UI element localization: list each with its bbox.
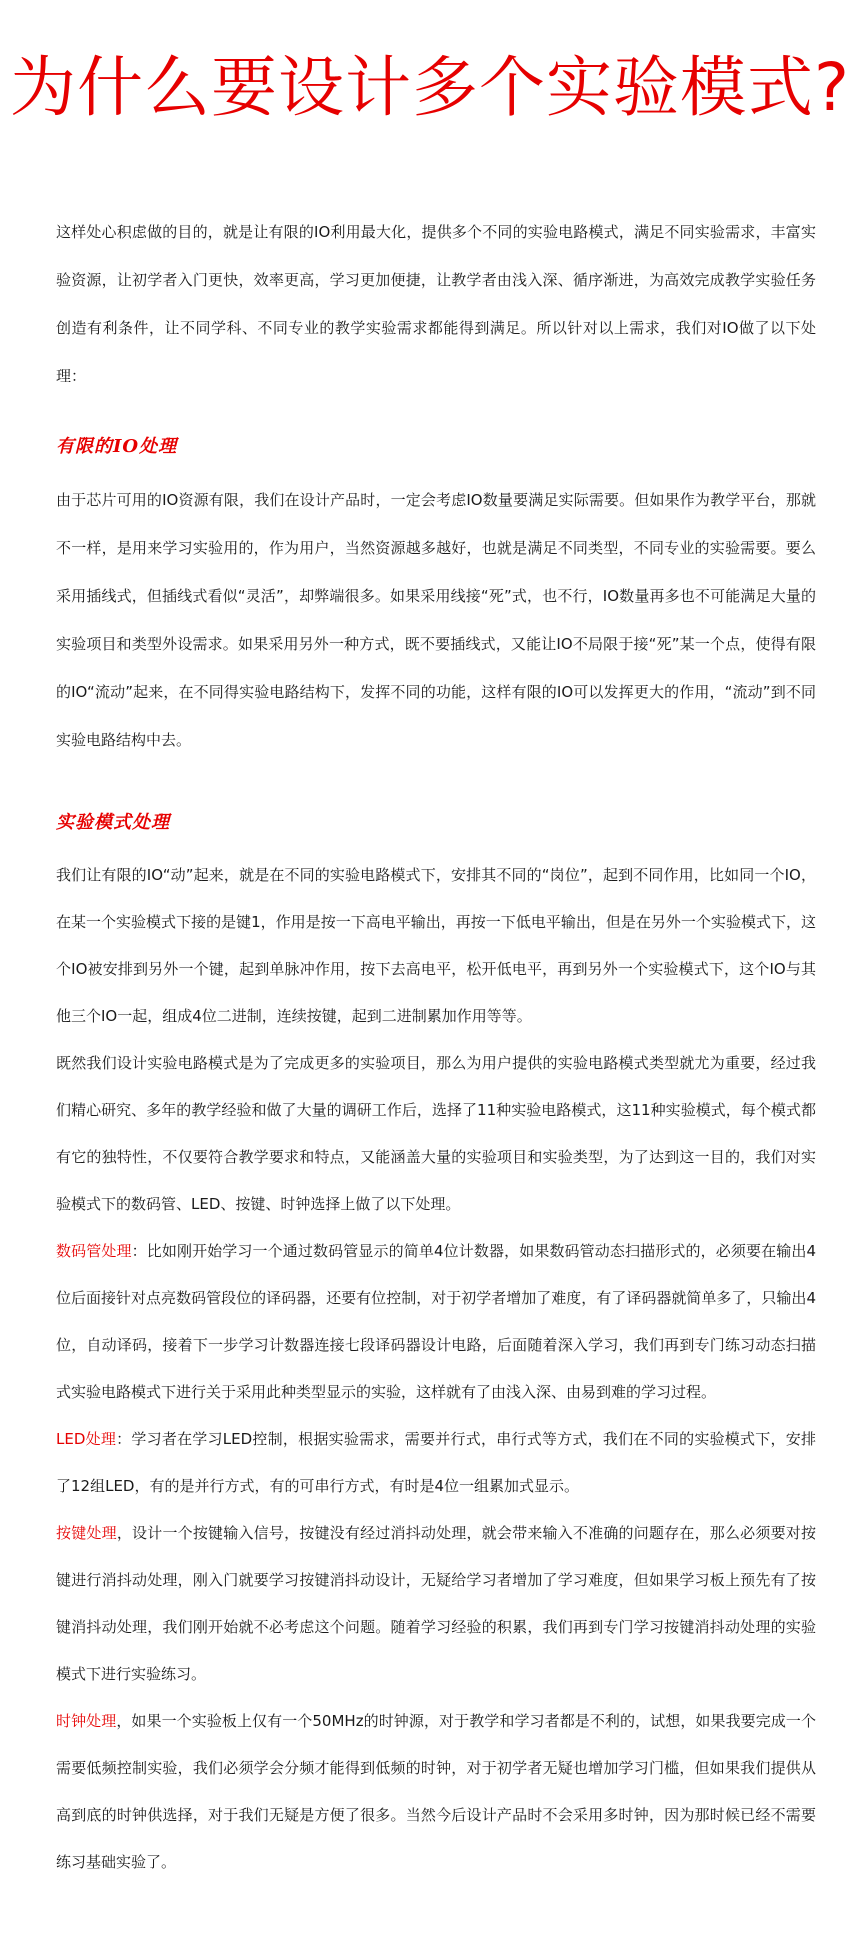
item-label: 时钟处理 [56,1712,117,1730]
section-heading: 有限的IO处理 [56,436,178,457]
section-experiment-modes [56,810,816,1886]
key-paragraph [56,1510,816,1698]
intro-paragraph: 这样处心积虑做的目的，就是让有限的IO利用最大化，提供多个不同的实验电路模式，满足不同实验需求，丰富实验资源，让初学者入门更快，效率更高，学习更加便捷，让教学者由浅入深、循序渐进，为高效完成教学实验任务创造有利条件，让不同学科、不同专业的教学实验需求都能得到满足。所以针对以上需求，我们对IO做了以下处理： [56,223,816,385]
item-text: ，设计一个按键输入信号，按键没有经过消抖动处理，就会带来输入不准确的问题存在，那么必须要对按键进行消抖动处理，刚入门就要学习按键消抖动设计，无疑给学习者增加了学习难度，但如果学习板上预先有了按键消抖动处理，我们刚开始就不必考虑这个问题。随着学习经验的积累，我们再到专门学习按键消抖动处理的实验模式下进行实验练习。 [56,1524,816,1683]
item-text: ：学习者在学习LED控制，根据实验需求，需要并行式，串行式等方式，我们在不同的实验模式下，安排了12组LED，有的是并行方式，有的可串行方式，有时是4位一组累加式显示。 [56,1430,817,1495]
section-paragraph: 我们让有限的IO“动”起来，就是在不同的实验电路模式下，安排其不同的“岗位”，起到不同作用，比如同一个IO，在某一个实验模式下接的是键1，作用是按一下高电平输出，再按一下低电平输出，但是在另外一个实验模式下，这个IO被安排到另外一个键，起到单脉冲作用，按下去高电平，松开低电平，再到另外一个实验模式下，这个IO与其他三个IO一起，组成4位二进制，连续按键，起到二进制累加作用等等。 [56,866,816,1025]
item-text: ：比如刚开始学习一个通过数码管显示的简单4位计数器，如果数码管动态扫描形式的，必须要在输出4位后面接针对点亮数码管段位的译码器，还要有位控制，对于初学者增加了难度，有了译码器就简单多了，只输出4位，自动译码，接着下一步学习计数器连接七段译码器设计电路，后面随着深入学习，我们再到专门练习动态扫描式实验电路模式下进行关于采用此种类型显示的实验，这样就有了由浅入深、由易到难的学习过程。 [56,1242,816,1401]
section-limited-io [56,434,816,764]
intro-section [56,208,816,400]
led-paragraph [56,1416,816,1510]
item-text: ，如果一个实验板上仅有一个50MHz的时钟源，对于教学和学习者都是不利的，试想，如果我要完成一个需要低频控制实验，我们必须学会分频才能得到低频的时钟，对于初学者无疑也增加学习门槛，但如果我们提供从高到底的时钟供选择，对于我们无疑是方便了很多。当然今后设计产品时不会采用多时钟，因为那时候已经不需要练习基础实验了。 [56,1712,816,1871]
clock-paragraph [56,1698,816,1886]
digit-tube-paragraph [56,1228,816,1416]
section-heading: 实验模式处理 [56,812,170,833]
item-label: 数码管处理 [56,1242,132,1260]
item-label: 按键处理 [56,1524,117,1542]
item-label: LED处理 [56,1430,117,1448]
section-paragraph: 既然我们设计实验电路模式是为了完成更多的实验项目，那么为用户提供的实验电路模式类型就尤为重要，经过我们精心研究、多年的教学经验和做了大量的调研工作后，选择了11种实验电路模式，这11种实验模式，每个模式都有它的独特性，不仅要符合教学要求和特点，又能涵盖大量的实验项目和实验类型，为了达到这一目的，我们对实验模式下的数码管、LED、按键、时钟选择上做了以下处理。 [56,1054,816,1213]
section-paragraph: 由于芯片可用的IO资源有限，我们在设计产品时，一定会考虑IO数量要满足实际需要。但如果作为教学平台，那就不一样，是用来学习实验用的，作为用户，当然资源越多越好，也就是满足不同类型，不同专业的实验需要。要么采用插线式，但插线式看似“灵活”，却弊端很多。如果采用线接“死”式，也不行，IO数量再多也不可能满足大量的实验项目和类型外设需求。如果采用另外一种方式，既不要插线式，又能让IO不局限于接“死”某一个点，使得有限的IO“流动”起来，在不同得实验电路结构下，发挥不同的功能，这样有限的IO可以发挥更大的作用，“流动”到不同实验电路结构中去。 [56,491,816,749]
page-title: 为什么要设计多个实验模式? [9,49,851,126]
